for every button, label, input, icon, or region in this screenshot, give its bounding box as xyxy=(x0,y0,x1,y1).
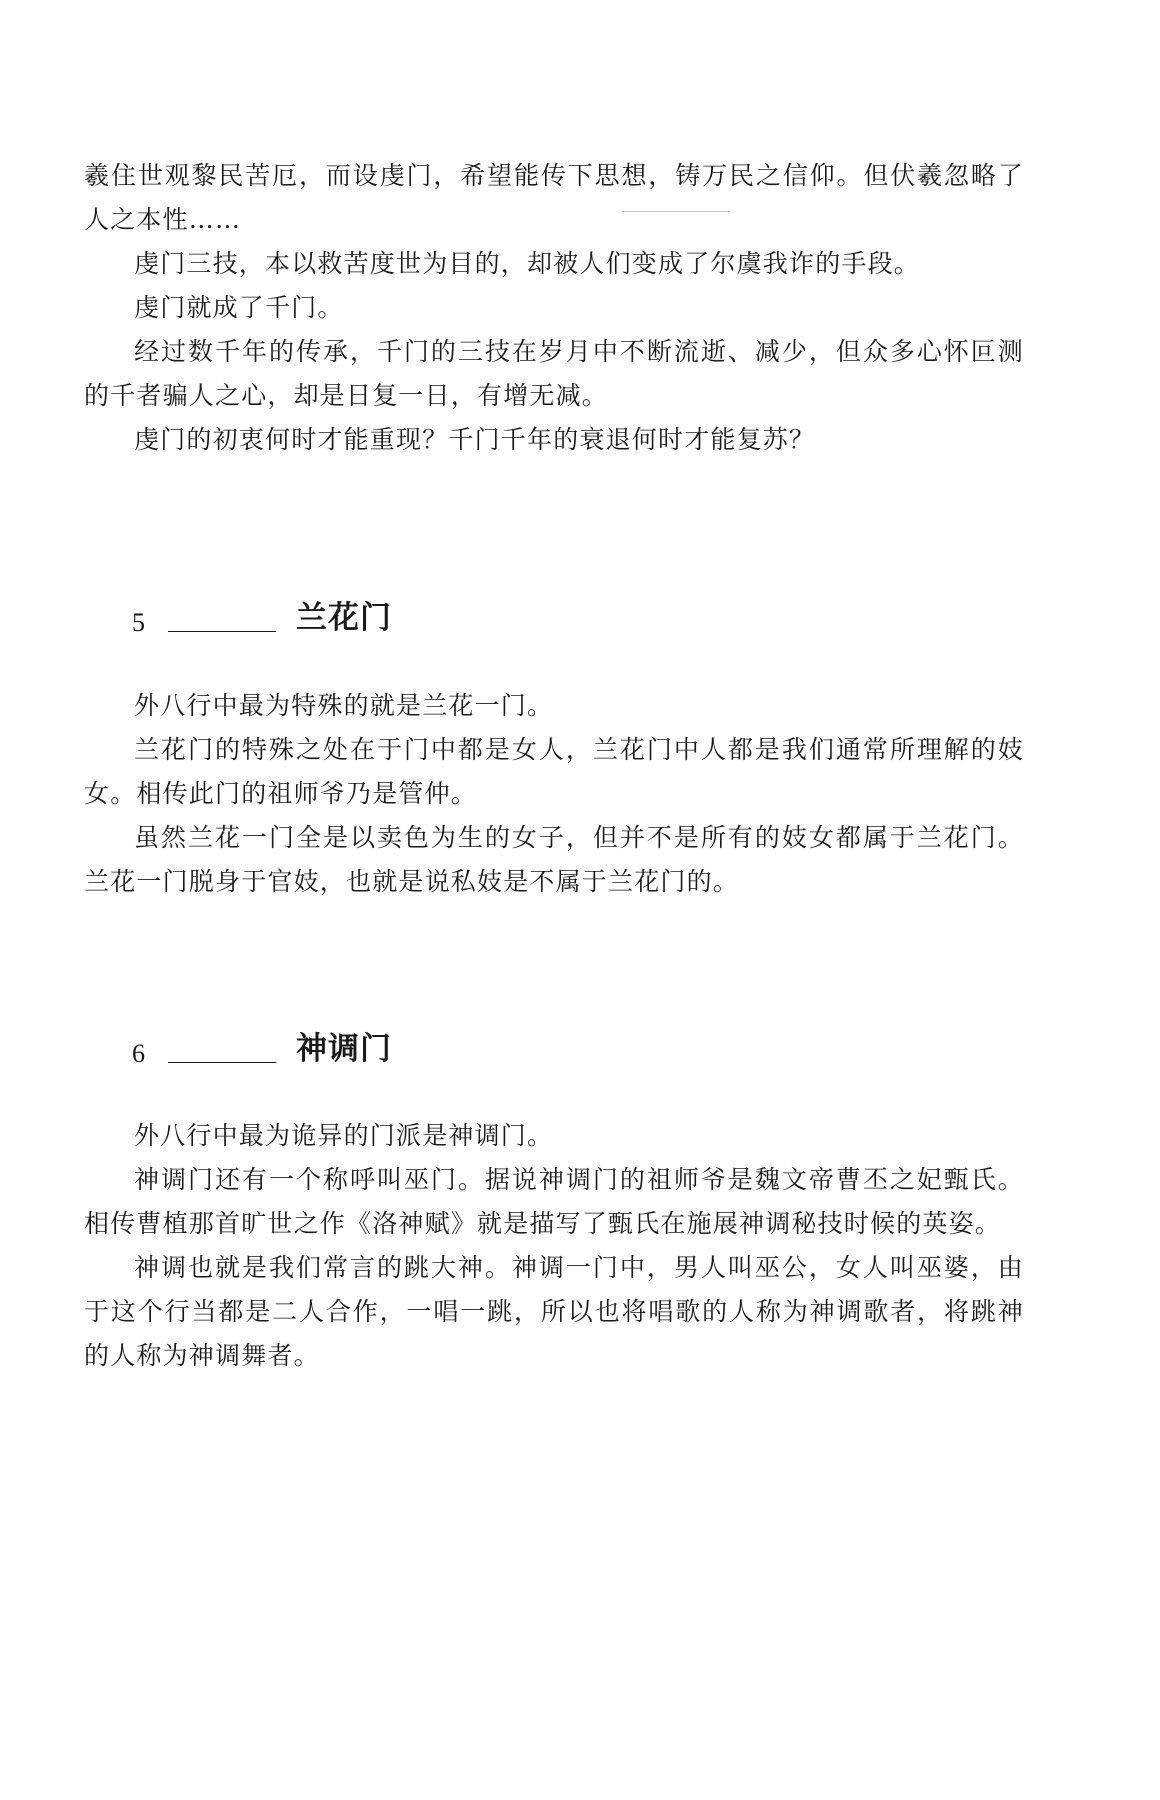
section-6-paragraph-1: 外八行中最为诡异的门派是神调门。 xyxy=(134,1121,554,1150)
intro-paragraph-2: 虔门三技，本以救苦度世为目的，却被人们变成了尔虞我诈的手段。 xyxy=(134,249,921,278)
section-5-paragraph-3: 虽然兰花一门全是以卖色为生的女子，但并不是所有的妓女都属于兰花门。兰花一门脱身于官妓，也就是说私妓是不属于兰花门的。 xyxy=(84,823,1024,896)
section-5-paragraph-1: 外八行中最为特殊的就是兰花一门。 xyxy=(134,691,554,720)
section-6-number: 6 xyxy=(132,1039,145,1068)
intro-text xyxy=(84,154,1024,462)
section-5-paragraph-2: 兰花门的特殊之处在于门中都是女人，兰花门中人都是我们通常所理解的妓女。相传此门的祖师爷乃是管仲。 xyxy=(84,735,1024,808)
section-6-rule xyxy=(168,1062,276,1063)
intro-paragraph-5: 虔门的初衷何时才能重现？千门千年的衰退何时才能复苏？ xyxy=(134,425,816,454)
intro-paragraph-4: 经过数千年的传承，千门的三技在岁月中不断流逝、减少，但众多心怀叵测的千者骗人之心，却是日复一日，有增无减。 xyxy=(84,337,1024,410)
section-6-body xyxy=(84,1114,1024,1378)
intro-paragraph-3: 虔门就成了千门。 xyxy=(134,293,344,322)
section-6-paragraph-3: 神调也就是我们常言的跳大神。神调一门中，男人叫巫公，女人叫巫婆，由于这个行当都是二人合作，一唱一跳，所以也将唱歌的人称为神调歌者，将跳神的人称为神调舞者。 xyxy=(84,1253,1024,1370)
section-6-paragraph-2: 神调门还有一个称呼叫巫门。据说神调门的祖师爷是魏文帝曹丕之妃甄氏。相传曹植那首旷世之作《洛神赋》就是描写了甄氏在施展神调秘技时候的英姿。 xyxy=(84,1165,1024,1238)
section-5-heading xyxy=(132,588,392,638)
intro-paragraph-1: 羲住世观黎民苦厄，而设虔门，希望能传下思想，铸万民之信仰。但伏羲忽略了人之本性…… xyxy=(84,161,1024,234)
section-5-body xyxy=(84,684,1024,904)
section-5-rule xyxy=(168,631,276,632)
section-5-title: 兰花门 xyxy=(296,600,392,636)
section-6-title: 神调门 xyxy=(296,1031,392,1067)
section-5-number: 5 xyxy=(132,608,145,637)
section-6-heading xyxy=(132,1019,392,1069)
